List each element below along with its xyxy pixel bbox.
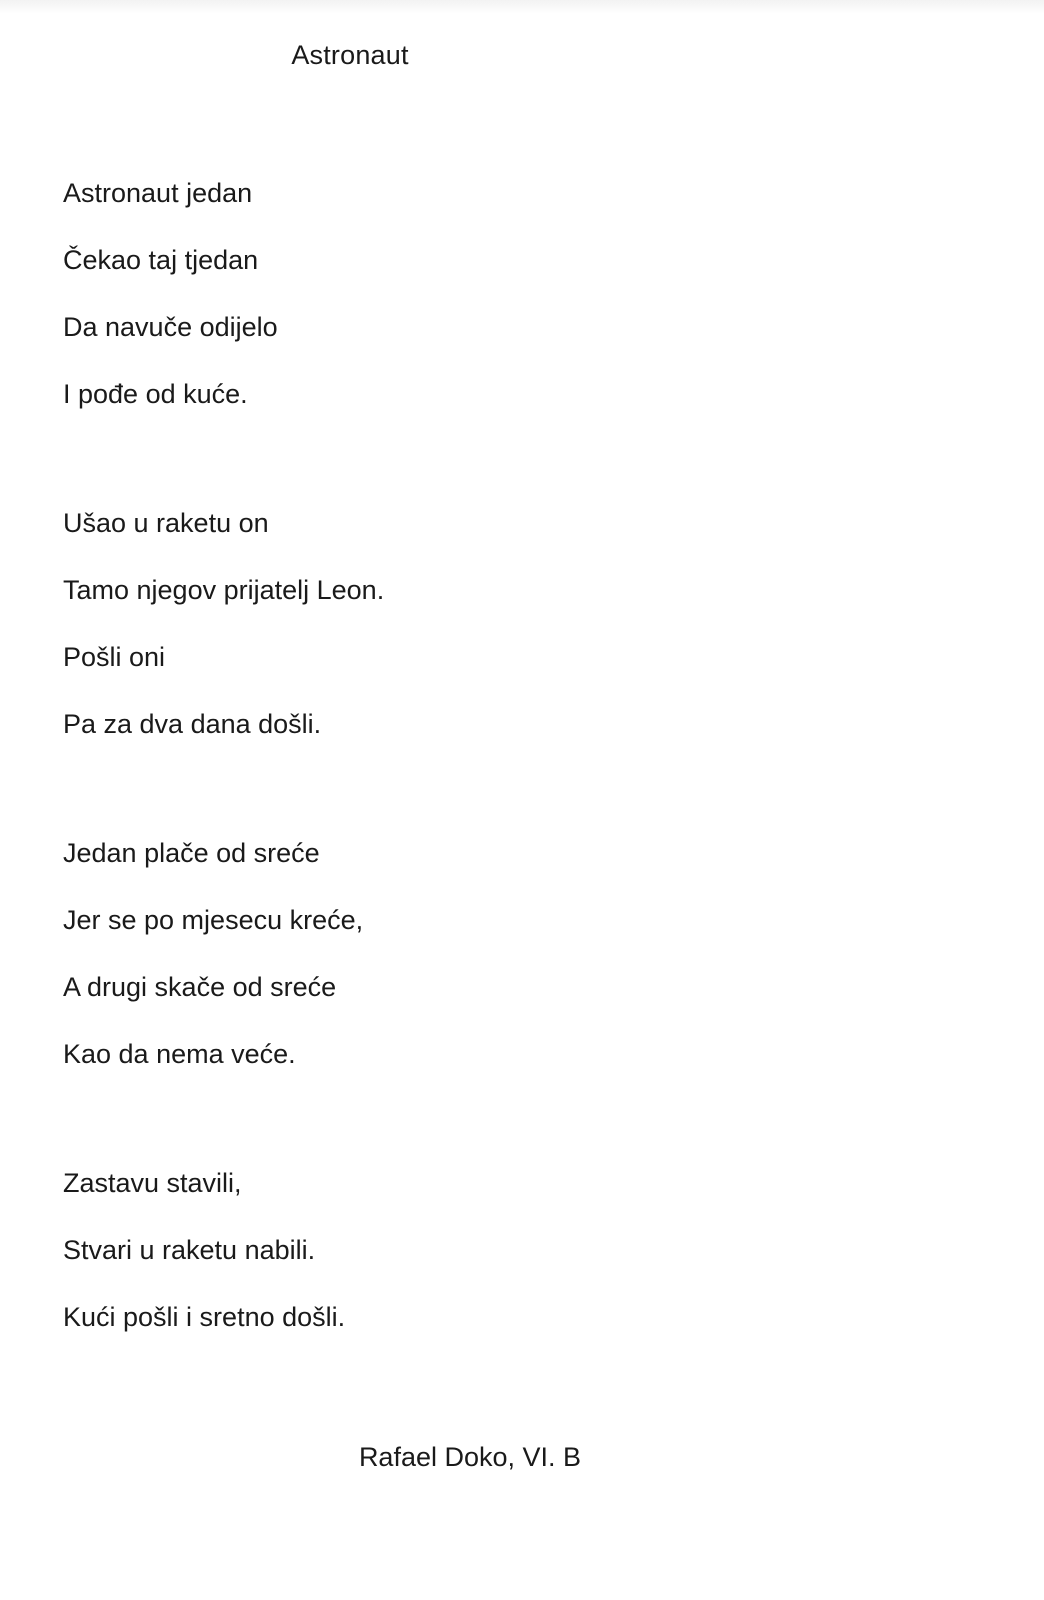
poem-line: Pa za dva dana došli. (63, 709, 322, 739)
poem-stanza (63, 490, 963, 758)
poem-line: Zastavu stavili, (63, 1168, 242, 1198)
poem-line: Ušao u raketu on (63, 508, 269, 538)
poem-stanza (63, 1150, 963, 1351)
poem-line: Kao da nema veće. (63, 1039, 296, 1069)
poem-line: Da navuče odijelo (63, 312, 278, 342)
author-signature: Rafael Doko, VI. B (358, 1442, 582, 1472)
poem-line: Jedan plače od sreće (63, 838, 320, 868)
poem-stanza (63, 160, 963, 428)
poem-line: A drugi skače od sreće (63, 972, 337, 1002)
poem-line: Astronaut jedan (63, 178, 253, 208)
poem-line: I pođe od kuće. (63, 379, 248, 409)
page-title: Astronaut (291, 40, 409, 70)
poem-line: Tamo njegov prijatelj Leon. (63, 575, 385, 605)
poem-stanza (63, 820, 963, 1088)
poem-line: Pošli oni (63, 642, 166, 672)
poem-line: Kući pošli i sretno došli. (63, 1302, 346, 1332)
page-top-edge (0, 0, 1044, 14)
poem-line: Jer se po mjesecu kreće, (63, 905, 364, 935)
poem-body (63, 160, 963, 1351)
poem-line: Čekao taj tjedan (63, 245, 259, 275)
poem-line: Stvari u raketu nabili. (63, 1235, 316, 1265)
